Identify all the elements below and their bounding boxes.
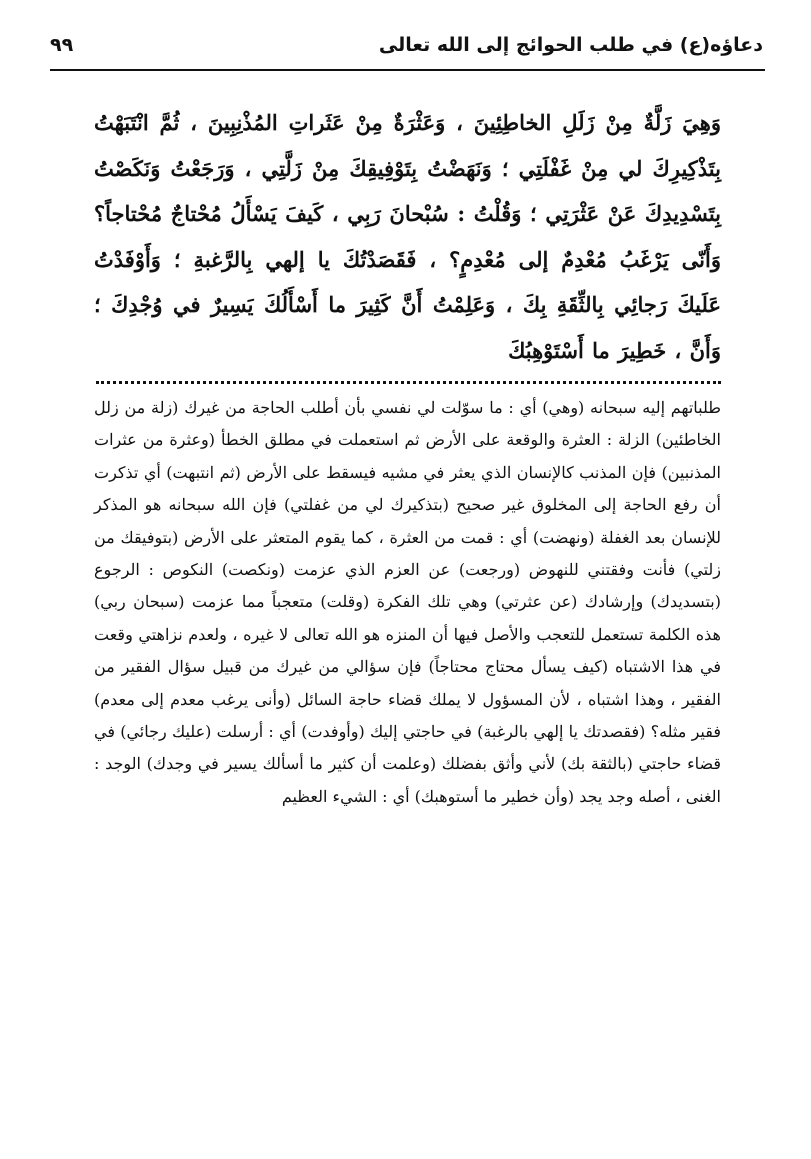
- dotted-separator: [96, 381, 721, 384]
- page-header: [50, 30, 769, 64]
- header-divider: [50, 69, 765, 71]
- page-number: ٩٩: [50, 34, 74, 56]
- chapter-title: دعاؤه(ع) في طلب الحوائج إلى الله تعالى: [378, 34, 763, 56]
- supplication-text: وَهِيَ زَلَّةٌ مِنْ زَلَلِ الخاطِئِينَ ، وَعَثْرَةٌ مِنْ عَثَراتِ المُذْنِبِينَ ، ثُمَّ انْتَبَهْتُ بِتَذْكِيرِكَ لي مِنْ غَفْلَتِي ؛ وَنَهَضْتُ بِتَوْفِيقِكَ مِنْ زَلَّتِي ، وَرَجَعْتُ وَنَكَصْتُ بِتَسْدِيدِكَ عَنْ عَثْرَتِي ؛ وَقُلْتُ : سُبْحانَ رَبِي ، كَيفَ يَسْأَلُ مُحْتاجٌ مُحْتاجاً؟ وَأَنّى يَرْغَبُ مُعْدِمٌ إلى مُعْدِمٍ؟ ، فَقَصَدْتُكَ يا إلهي بِالرَّغبةِ ؛ وَأَوْفَدْتُ عَلَيكَ رَجائِي بِالثِّقَةِ بِكَ ، وَعَلِمْتُ أَنَّ كَثِيرَ ما أَسْأَلُكَ يَسِيرٌ في وُجْدِكَ ؛ وَأَنَّ ، خَطِيرَ ما أَسْتَوْهِبُكَ: [94, 110, 721, 363]
- commentary-text: طلباتهم إليه سبحانه (وهي) أي : ما سوّلت لي نفسي بأن أطلب الحاجة من غيرك (زلة من زلل الخاطئين) الزلة : العثرة والوقعة على الأرض ثم استعملت في مطلق الخطأ (وعثرة من عثرات المذنبين) فإن المذنب كالإنسان الذي يعثر في مشيه فيسقط على الأرض (ثم انتبهت) أي تذكرت أن رفع الحاجة إلى المخلوق غير صحيح (بتذكيرك لي من غفلتي) فإن الله سبحانه هو المذكر للإنسان بعد الغفلة (ونهضت) أي : قمت من العثرة ، كما يقوم المتعثر على الأرض (بتوفيقك من زلتي) فأنت وفقتني للنهوض (ورجعت) عن العزم الذي عزمت (ونكصت) النكوص : الرجوع (بتسديدك) وإرشادك (عن عثرتي) وهي تلك الفكرة (وقلت) متعجباً مما عزمت (سبحان ربي) هذه الكلمة تستعمل للتعجب والأصل فيها أن المنزه هو الله تعالى لا غيره ، ولعدم نزاهتي وقعت في هذا الاشتباه (كيف يسأل محتاج محتاجاً) فإن سؤالي من غيرك من قبيل سؤال الفقير من الفقير ، وهذا اشتباه ، لأن المسؤول لا يملك قضاء حاجة السائل (وأنى يرغب معدم إلى معدم) فقير مثله؟ (فقصدتك يا إلهي بالرغبة) في حاجتي إليك (وأوفدت) أي : أرسلت (عليك رجائي) في قضاء حاجتي (بالثقة بك) لأني وأثق بفضلك (وعلمت أن كثير ما أسألك يسير في وجدك) الوجد : الغنى ، أصله وجد يجد (وأن خطير ما أستوهبك) أي : الشيء العظيم: [94, 398, 721, 806]
